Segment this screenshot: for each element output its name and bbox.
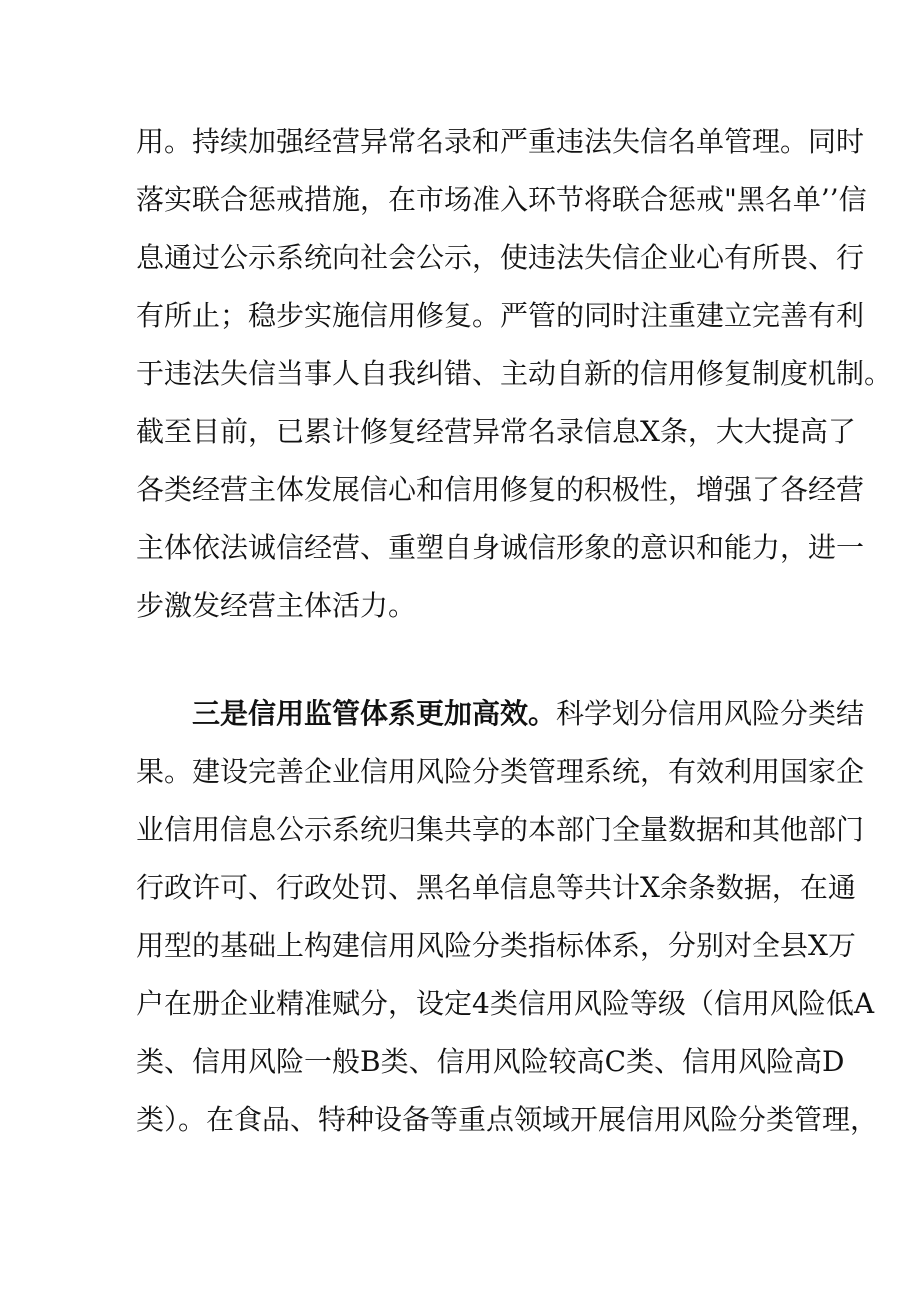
text-line: 户在册企业精准赋分，设定4类信用风险等级（信用风险低A (136, 987, 875, 1020)
text-line: 果。建设完善企业信用风险分类管理系统，有效利用国家企 (136, 755, 865, 788)
paragraph-2-first-line (136, 685, 865, 743)
text-line: 用。持续加强经营异常名录和严重违法失信名单管理。同时 (136, 125, 865, 158)
text-line: 类、信用风险一般B类、信用风险较高C类、信用风险高D (136, 1045, 845, 1078)
text-line: 步激发经营主体活力。 (136, 589, 417, 622)
text-line: 业信用信息公示系统归集共享的本部门全量数据和其他部门 (136, 813, 865, 846)
text-line: 截至目前，已累计修复经营异常名录信息X条，大大提高了 (136, 415, 856, 448)
section-heading: 三是信用监管体系更加高效。 (192, 697, 557, 730)
text-segment: 科学划分信用风险分类结 (556, 697, 865, 730)
text-line: 各类经营主体发展信心和信用修复的积极性，增强了各经营 (136, 473, 865, 506)
paragraph-2 (136, 685, 879, 1149)
text-line: 行政许可、行政处罚、黑名单信息等共计X余条数据，在通 (136, 871, 856, 904)
text-line: 类）。在食品、特种设备等重点领域开展信用风险分类管理， (136, 1103, 879, 1136)
text-line: 于违法失信当事人自我纠错、主动自新的信用修复制度机制。 (136, 357, 893, 390)
text-line: 用型的基础上构建信用风险分类指标体系，分别对全县X万 (136, 929, 856, 962)
text-line: 有所止；稳步实施信用修复。严管的同时注重建立完善有利 (136, 299, 865, 332)
paragraph-1 (136, 113, 893, 635)
text-line: 主体依法诚信经营、重塑自身诚信形象的意识和能力，进一 (136, 531, 865, 564)
text-line: 落实联合惩戒措施，在市场准入环节将联合惩戒"黑名单’’信 (136, 183, 867, 216)
text-line: 息通过公示系统向社会公示，使违法失信企业心有所畏、行 (136, 241, 865, 274)
